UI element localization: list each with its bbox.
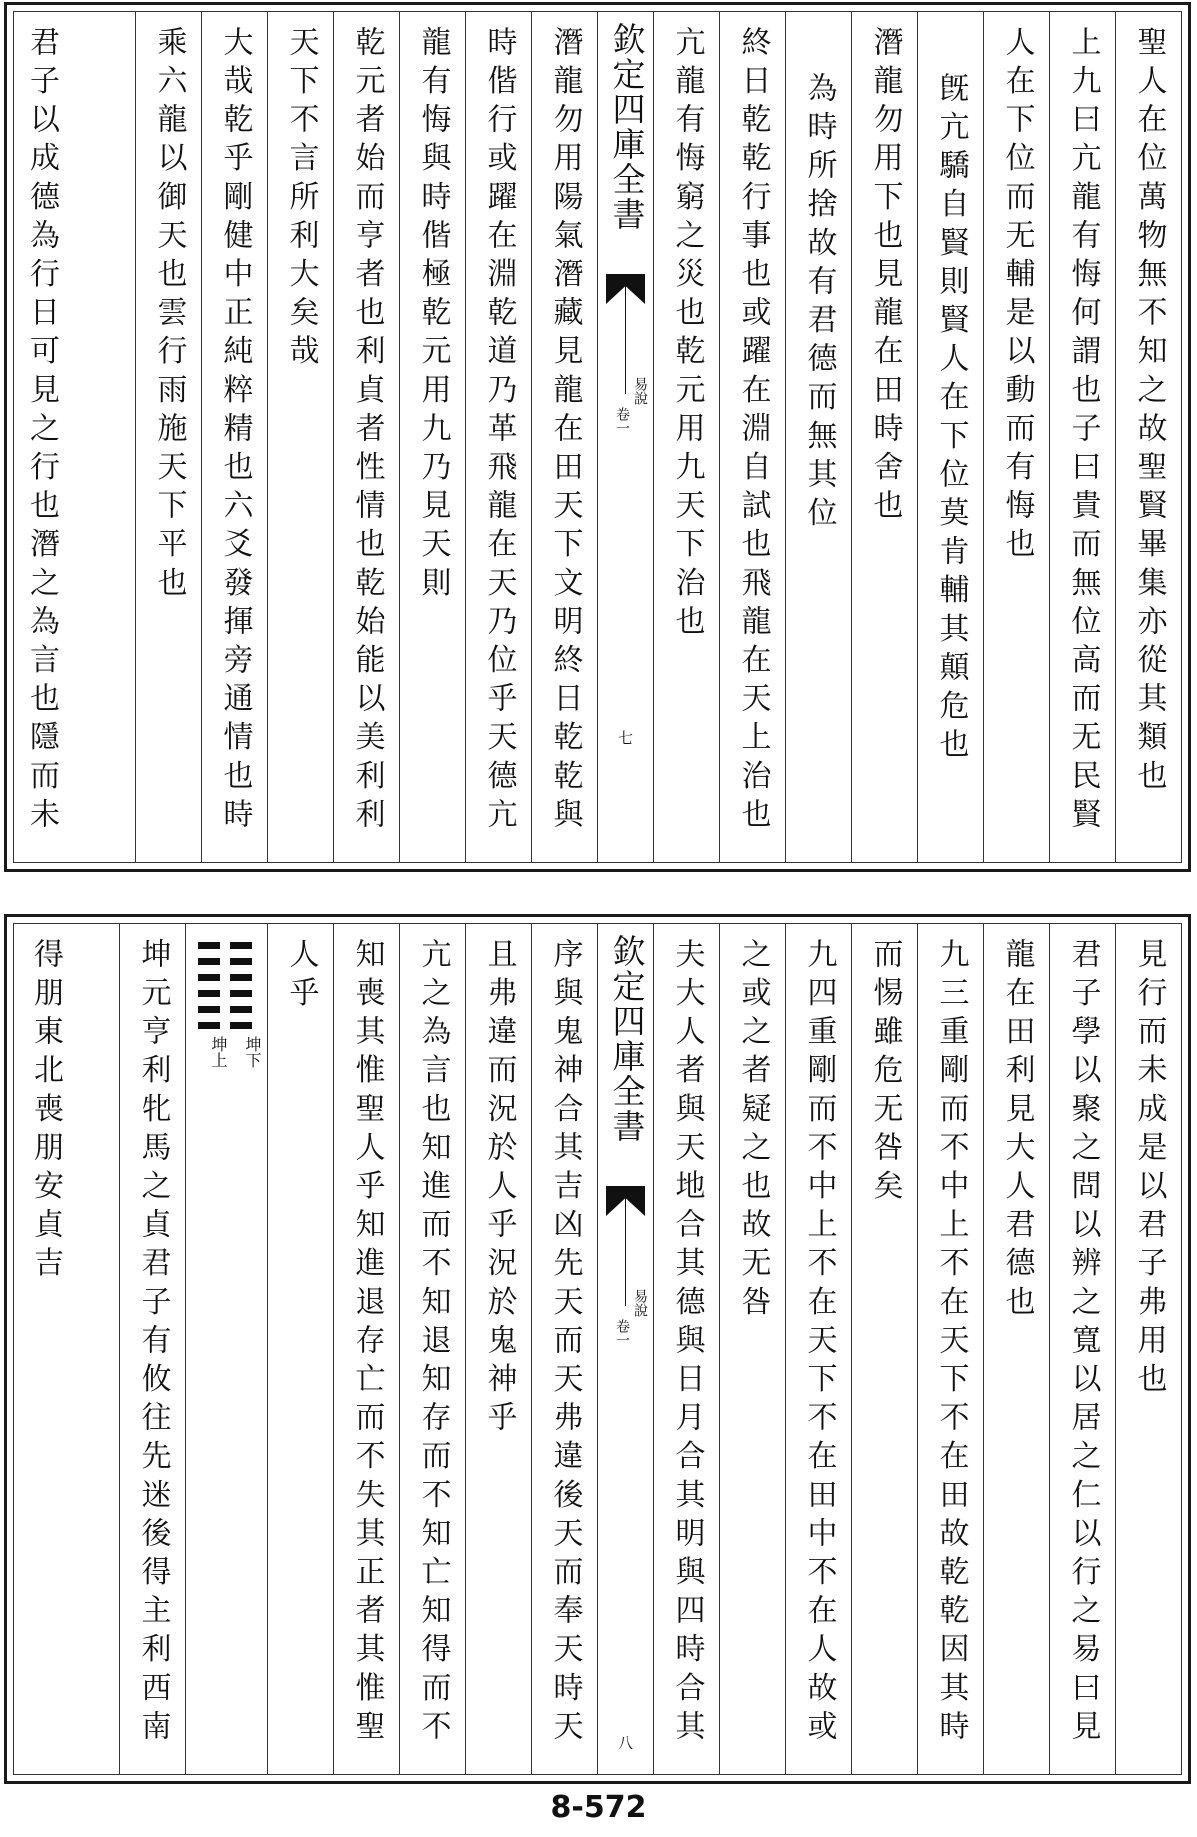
text-column: 之或之者疑之也故无咎 bbox=[719, 924, 785, 1774]
spine-book-label: 易說 bbox=[632, 377, 648, 405]
bottom-page bbox=[4, 914, 1191, 1784]
text-column: 乘六龍以御天也雲行雨施天下平也 bbox=[135, 12, 201, 862]
spine-juan-label: 卷一 bbox=[614, 407, 630, 435]
spine-title: 欽定四庫全書 bbox=[607, 22, 647, 232]
text-column: 且弗違而況於人乎況於鬼神乎 bbox=[465, 924, 531, 1774]
spine-book-label: 易說 bbox=[632, 1289, 648, 1317]
text-column: 九三重剛而不中上不在天下不在田故乾乾因其時 bbox=[917, 924, 983, 1774]
text-column: 上九曰亢龍有悔何謂也子曰貴而無位高而无民賢 bbox=[1049, 12, 1115, 862]
trigram-upper-label: 坤上 bbox=[209, 1036, 228, 1068]
text-column: 天下不言所利大矣哉 bbox=[267, 12, 333, 862]
text-column: 時偕行或躍在淵乾道乃革飛龍在天乃位乎天德亢 bbox=[465, 12, 531, 862]
top-page bbox=[4, 2, 1191, 872]
text-column: 終日乾乾行事也或躍在淵自試也飛龍在天上治也 bbox=[719, 12, 785, 862]
text-column: 潛龍勿用陽氣潛藏見龍在田天下文明終日乾乾與 bbox=[531, 12, 597, 862]
text-column: 君子學以聚之問以辨之寬以居之仁以行之易曰見 bbox=[1049, 924, 1115, 1774]
text-column: 而惕雖危无咎矣 bbox=[851, 924, 917, 1774]
text-column: 人乎 bbox=[267, 924, 333, 1774]
text-column: 聖人在位萬物無不知之故聖賢畢集亦從其類也 bbox=[1115, 12, 1181, 862]
text-column: 知喪其惟聖人乎知進退存亡而不失其正者其惟聖 bbox=[333, 924, 399, 1774]
text-column: 夫大人者與天地合其德與日月合其明與四時合其 bbox=[653, 924, 719, 1774]
center-spine bbox=[597, 924, 653, 1774]
hexagram-column bbox=[185, 924, 267, 1774]
text-column: 大哉乾乎剛健中正純粹精也六爻發揮旁通情也時 bbox=[201, 12, 267, 862]
text-column: 為時所捨故有君德而無其位 bbox=[785, 12, 851, 862]
text-column: 九四重剛而不中上不在天下不在田中不在人故或 bbox=[785, 924, 851, 1774]
text-column: 見行而未成是以君子弗用也 bbox=[1115, 924, 1181, 1774]
text-column: 潛龍勿用下也見龍在田時舍也 bbox=[851, 12, 917, 862]
fish-tail-mark-icon bbox=[606, 1186, 645, 1306]
text-column: 龍在田利見大人君德也 bbox=[983, 924, 1049, 1774]
bottom-text-frame bbox=[13, 923, 1182, 1775]
fish-tail-mark-icon bbox=[606, 274, 645, 394]
text-column: 乾元者始而亨者也利貞者性情也乾始能以美利利 bbox=[333, 12, 399, 862]
page-number: 8-572 bbox=[550, 1790, 647, 1825]
text-column: 君子以成德為行日可見之行也潛之為言也隱而未 bbox=[24, 26, 59, 837]
text-column: 序與鬼神合其吉凶先天而天弗違後天而奉天時天 bbox=[531, 924, 597, 1774]
text-column: 龍有悔與時偕極乾元用九乃見天則 bbox=[399, 12, 465, 862]
text-column: 坤元亨利牝馬之貞君子有攸往先迷後得主利西南 bbox=[119, 924, 185, 1774]
text-column: 亢龍有悔窮之災也乾元用九天下治也 bbox=[653, 12, 719, 862]
center-spine bbox=[597, 12, 653, 862]
kun-hexagram-icon bbox=[198, 942, 252, 1038]
text-column: 人在下位而无輔是以動而有悔也 bbox=[983, 12, 1049, 862]
text-column: 旣亢驕自賢則賢人在下位莫肯輔其顛危也 bbox=[917, 12, 983, 862]
spine-leaf-number: 八 bbox=[617, 1734, 633, 1752]
text-column: 得朋東北喪朋安貞吉 bbox=[28, 938, 63, 1286]
spine-juan-label: 卷一 bbox=[614, 1319, 630, 1347]
top-text-frame bbox=[13, 11, 1182, 863]
spine-title: 欽定四庫全書 bbox=[607, 934, 647, 1144]
trigram-lower-label: 坤下 bbox=[243, 1036, 262, 1068]
text-column: 亢之為言也知進而不知退知存而不知亡知得而不 bbox=[399, 924, 465, 1774]
spine-leaf-number: 七 bbox=[617, 729, 633, 747]
